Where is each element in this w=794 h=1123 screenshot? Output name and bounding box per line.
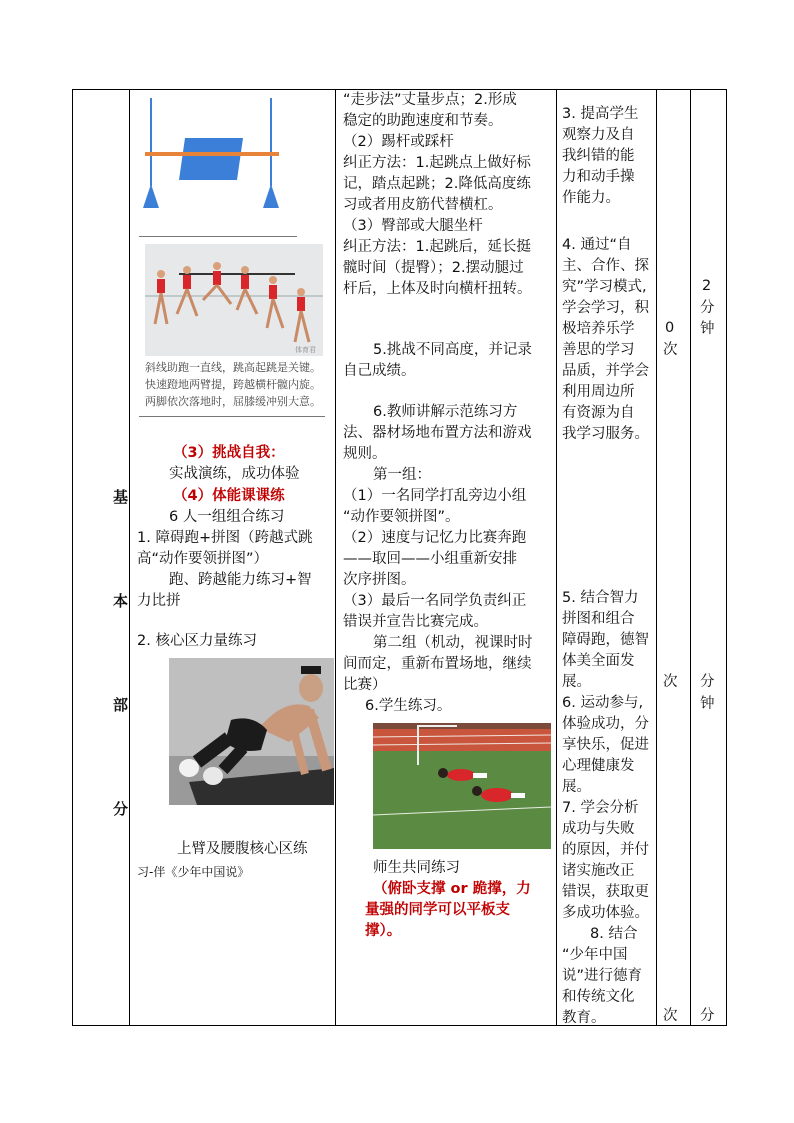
item1-text: 1. 障碍跑+拼图（跨越式跳	[137, 530, 313, 546]
group2-line: 第二组（机动，视课时时	[373, 635, 533, 651]
count-column	[656, 90, 690, 1025]
group1-title: 第一组：	[373, 467, 431, 483]
high-jump-sequence-photo	[145, 244, 323, 356]
objective-line: 障碍跑，德智	[562, 632, 649, 648]
push-up-svg	[169, 658, 334, 805]
objective-line: 拼图和组合	[562, 611, 635, 627]
time-value: 2	[702, 278, 712, 294]
challenge-heading: （3）挑战自我：	[173, 445, 285, 461]
caption-line: 快速蹬地两臂提，跨越横杆髋内旋。	[145, 378, 321, 391]
practice-photo-svg	[373, 723, 551, 849]
time-unit: 分	[700, 674, 715, 690]
content-line: 记，踏点起跳；2.降低高度练	[343, 176, 531, 192]
section-char: 部	[113, 696, 129, 714]
objective-line: 体美全面发	[562, 653, 635, 669]
time-unit: 分	[700, 300, 715, 316]
student-practice-photo	[373, 723, 551, 849]
illustration-column	[129, 90, 335, 1025]
objective-block	[562, 104, 652, 209]
support-note: 撑）。	[365, 923, 402, 939]
content-line: 纠正方法：1.起跳后，延长挺	[343, 239, 531, 255]
support-note: 量强的同学可以平板支	[365, 902, 510, 918]
push-up-photo	[169, 658, 334, 805]
figure-divider	[139, 236, 297, 237]
objective-block	[562, 235, 652, 445]
objective-line: 诸实施改正	[562, 863, 635, 879]
objective-line: 和传统文化	[562, 989, 635, 1005]
objective-line: 究”学习模式,	[562, 279, 647, 295]
group1-line: ——取回——小组重新安排	[343, 551, 517, 567]
objective-line: 观察力及自	[562, 127, 635, 143]
support-note: （俯卧支撑 or 跪撑，力	[373, 881, 531, 897]
time-column	[690, 90, 728, 1025]
objective-line: 主、合作、探	[562, 258, 649, 274]
objective-line: 利用周边所	[562, 384, 635, 400]
caption-line: 斜线助跑一直线，跳高起跳是关键。	[145, 361, 321, 374]
content-line: 杆后，上体及时向横杆扭转。	[343, 281, 532, 297]
practice-line: 6.学生练习。	[365, 698, 452, 714]
jump-sequence-svg	[145, 244, 323, 356]
item1-text: 高“动作要领拼图”）	[137, 551, 269, 567]
objective-line: 善思的学习	[562, 342, 635, 358]
section-char: 分	[113, 800, 129, 818]
teacher-line: 法、器材场地布置方法和游戏	[343, 425, 532, 441]
content-line: 髋时间（提臀）；2.摆动腿过	[343, 260, 524, 276]
group1-line: （2）速度与记忆力比赛奔跑	[343, 530, 527, 546]
objectives-column	[556, 90, 656, 1025]
group1-line: 次序拼图。	[343, 572, 416, 588]
objective-line: 学会学习，积	[562, 300, 649, 316]
count-unit: 次	[663, 1008, 678, 1024]
figure-divider	[139, 416, 325, 417]
photo-caption: 习-伴《少年中国说》	[137, 865, 250, 879]
time-unit: 分	[700, 1008, 715, 1024]
group-text: 6 人一组组合练习	[169, 509, 285, 525]
group1-line: （1）一名同学打乱旁边小组	[343, 488, 527, 504]
section-char: 本	[113, 592, 129, 610]
group2-line: 间而定，重新布置场地，继续	[343, 656, 532, 672]
objective-line: 心理健康发	[562, 758, 635, 774]
photo-caption: 师生共同练习	[373, 860, 460, 876]
section-column	[73, 90, 129, 1025]
item1-text: 力比拼	[137, 593, 181, 609]
objective-line: 5. 结合智力	[562, 590, 639, 606]
objective-line: 体验成功，分	[562, 716, 649, 732]
objective-line: 享快乐，促进	[562, 737, 649, 753]
lesson-plan-table	[72, 89, 727, 1026]
photo-watermark: 体育君	[295, 346, 316, 354]
group1-line: 错误并宣告比赛完成。	[343, 614, 488, 630]
section-char: 基	[113, 488, 129, 506]
objective-line: 4. 通过“自	[562, 237, 632, 253]
objective-line: 成功与失败	[562, 821, 635, 837]
teacher-line: 6.教师讲解示范练习方	[373, 404, 518, 420]
challenge-line: 自己成绩。	[343, 363, 416, 379]
group2-line: 比赛）	[343, 677, 387, 693]
objective-line: 说”进行德育	[562, 968, 643, 984]
high-jump-stand-diagram	[139, 96, 279, 216]
objective-line: 作能力。	[562, 190, 620, 206]
content-line: 稳定的助跑速度和节奏。	[343, 113, 503, 129]
item2-text: 2. 核心区力量练习	[137, 633, 257, 649]
objective-line: 我学习服务。	[562, 426, 649, 442]
objective-line: 有资源为自	[562, 405, 635, 421]
objective-line: 6. 运动参与,	[562, 695, 644, 711]
photo-caption: 上臂及腰腹核心区练	[177, 841, 308, 857]
count-unit: 次	[663, 342, 678, 358]
objective-line: 展。	[562, 779, 591, 795]
challenge-text: 实战演练，成功体验	[169, 466, 300, 482]
time-unit: 钟	[700, 696, 715, 712]
objective-line: 力和动手操	[562, 169, 635, 185]
content-line: “走步法”丈量步点；2.形成	[343, 92, 517, 108]
objective-line: 8. 结合	[590, 926, 638, 942]
objective-line: 7. 学会分析	[562, 800, 639, 816]
content-line: 习或者用皮筋代替横杠。	[343, 197, 503, 213]
teaching-content-column	[335, 90, 556, 1025]
group1-line: “动作要领拼图”。	[343, 509, 460, 525]
objective-line: 品质，并学会	[562, 363, 649, 379]
objective-line: 3. 提高学生	[562, 106, 639, 122]
fitness-heading: （4）体能课课练	[173, 488, 285, 504]
stand-diagram-svg	[139, 96, 279, 216]
content-line: 纠正方法：1.起跳点上做好标	[343, 155, 531, 171]
content-line: （3）臀部或大腿坐杆	[343, 218, 483, 234]
objective-line: 极培养乐学	[562, 321, 635, 337]
time-unit: 钟	[700, 321, 715, 337]
item1-text: 跑、跨越能力练习+智	[169, 572, 312, 588]
objective-line: 展。	[562, 674, 591, 690]
challenge-line: 5.挑战不同高度，并记录	[373, 342, 532, 358]
caption-line: 两脚依次落地时，屈膝缓冲别大意。	[145, 395, 321, 408]
objective-line: “少年中国	[562, 947, 628, 963]
count-value: 0	[665, 320, 675, 336]
objective-line: 的原因，并付	[562, 842, 649, 858]
objective-block	[562, 588, 652, 1025]
count-unit: 次	[663, 674, 678, 690]
objective-line: 多成功体验。	[562, 905, 649, 921]
objective-line: 错误，获取更	[562, 884, 649, 900]
content-line: （2）踢杆或踩杆	[343, 134, 454, 150]
teacher-line: 规则。	[343, 446, 387, 462]
group1-line: （3）最后一名同学负责纠正	[343, 593, 527, 609]
objective-line: 教育。	[562, 1010, 606, 1025]
objective-line: 我纠错的能	[562, 148, 635, 164]
